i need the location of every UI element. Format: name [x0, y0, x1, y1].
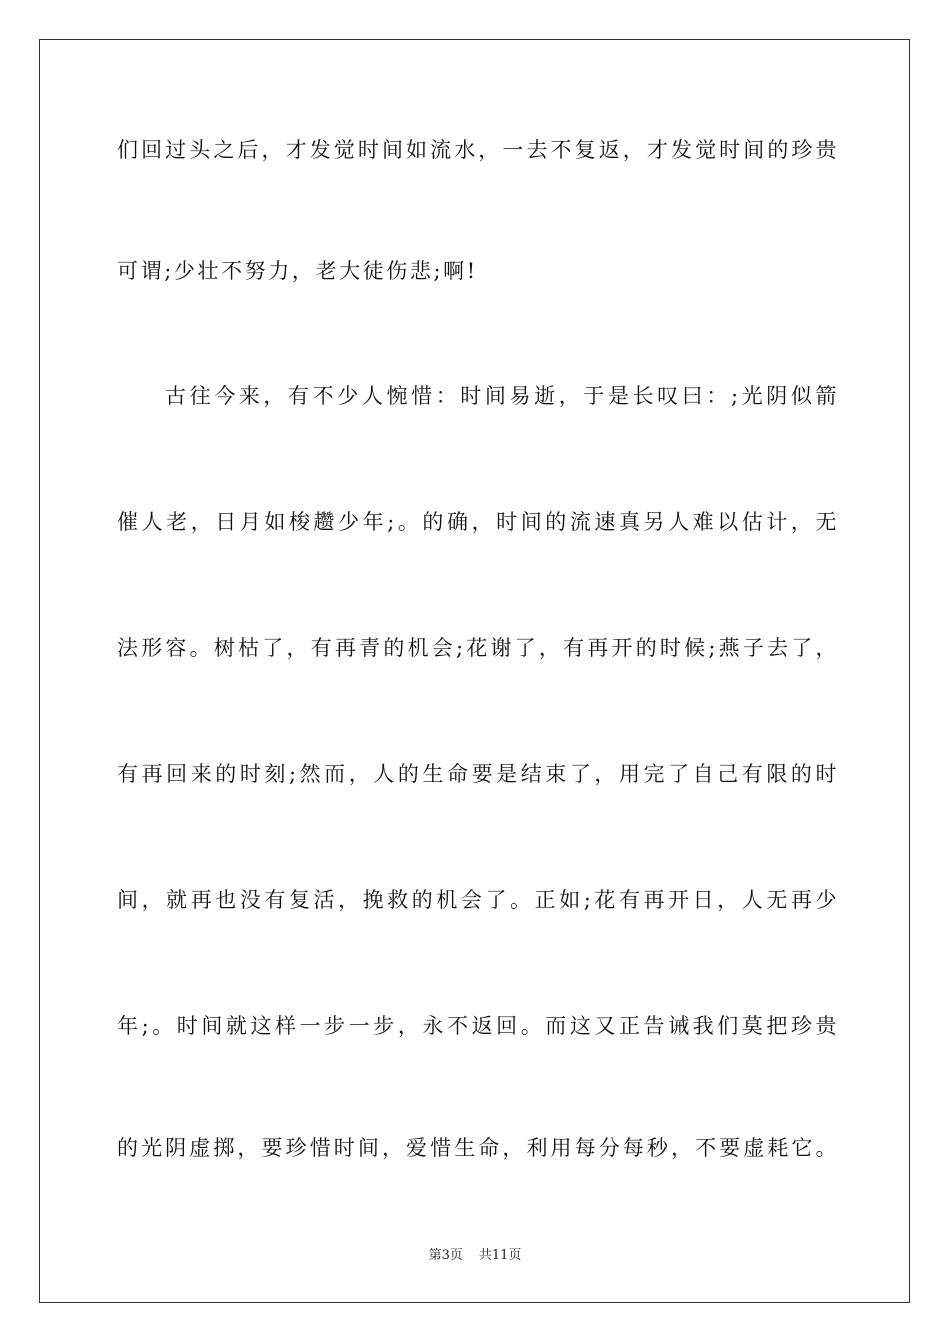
text-line: 间，就再也没有复活，挽救的机会了。正如;花有再开日，人无再少 [117, 888, 837, 912]
text-line: 法形容。树枯了，有再青的机会;花谢了，有再开的时候;燕子去了， [117, 636, 837, 660]
text-line: 年;。时间就这样一步一步，永不返回。而这又正告诫我们莫把珍贵 [117, 1014, 837, 1038]
page-number: 第3页 [428, 1248, 463, 1263]
page-footer [0, 1246, 950, 1266]
text-line: 可谓;少壮不努力，老大徒伤悲;啊! [117, 259, 478, 283]
text-line: 催人老，日月如梭趱少年;。的确，时间的流速真另人难以估计，无 [117, 510, 837, 534]
paragraph-first-line: 古往今来，有不少人惋惜：时间易逝，于是长叹曰：;光阴似箭 [165, 384, 837, 408]
text-line: 们回过头之后，才发觉时间如流水，一去不复返，才发觉时间的珍贵 [117, 138, 837, 162]
text-line: 的光阴虚掷，要珍惜时间，爱惜生命，利用每分每秒，不要虚耗它。 [117, 1136, 837, 1160]
text-line: 有再回来的时刻;然而，人的生命要是结束了，用完了自己有限的时 [117, 762, 837, 786]
page-border [39, 39, 910, 1303]
page-total: 共11页 [478, 1248, 522, 1263]
